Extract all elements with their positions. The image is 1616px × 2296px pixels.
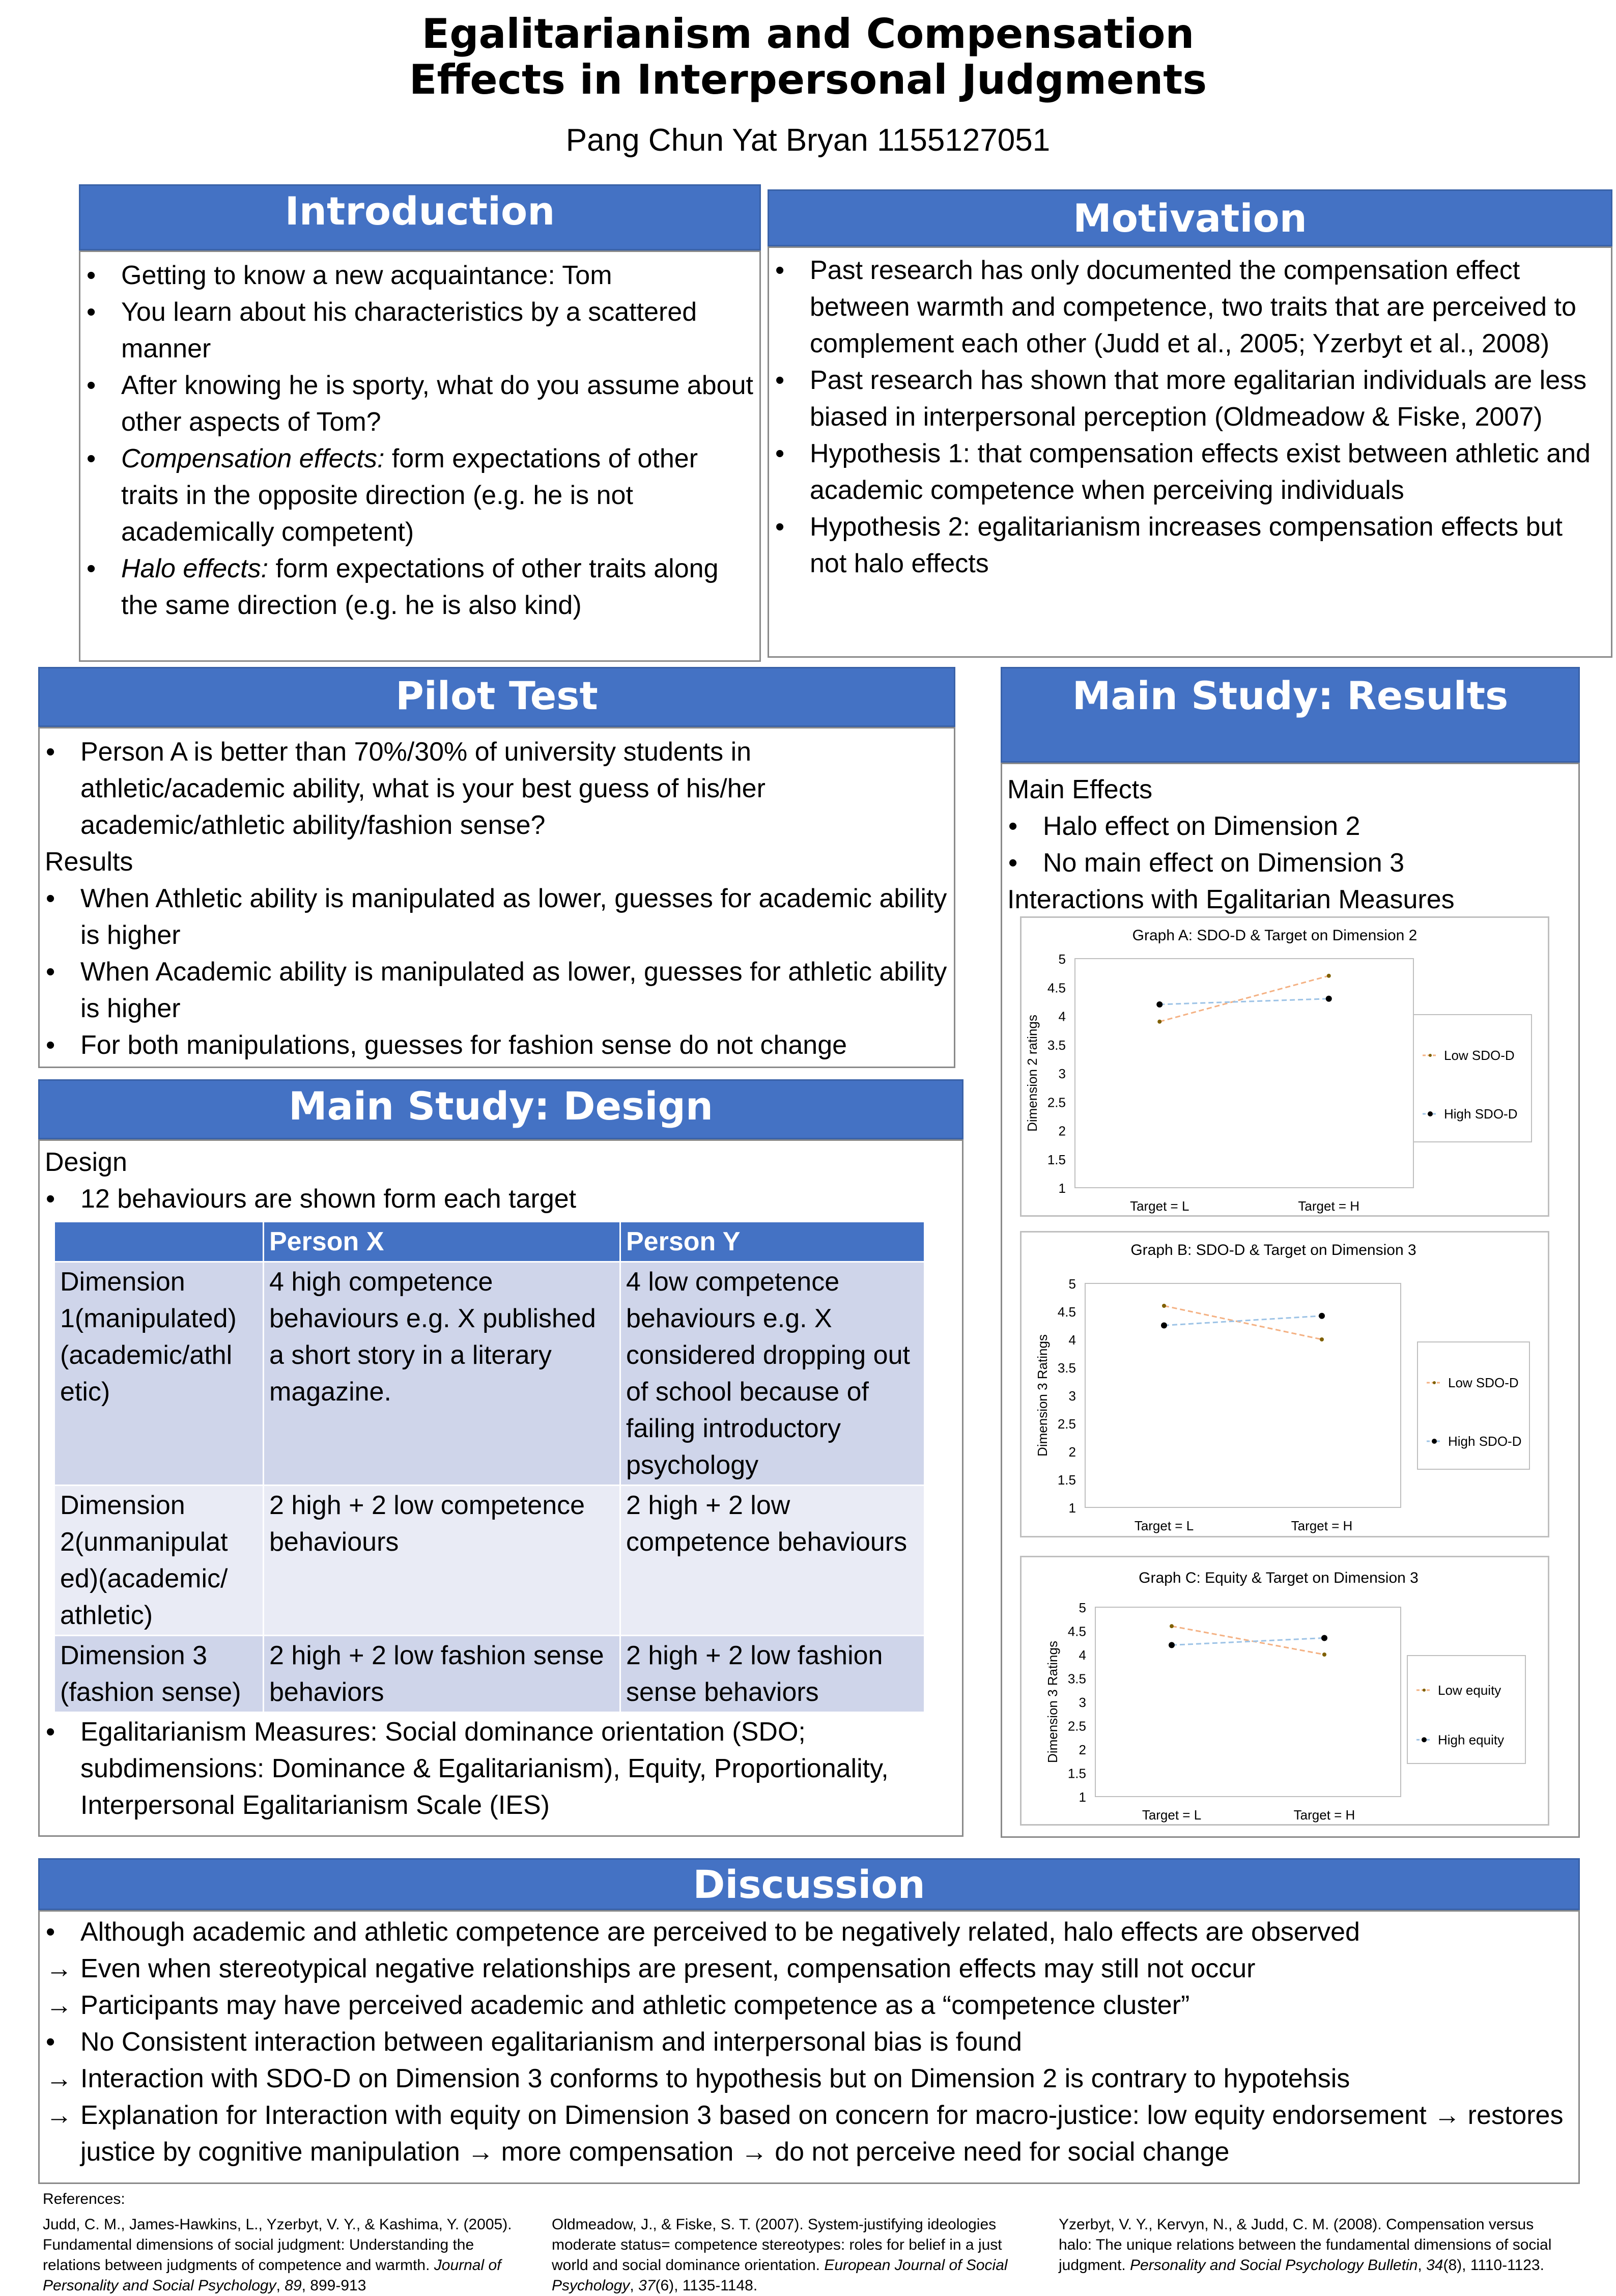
graph-a-svg [1022,918,1548,1215]
data-point [1157,1020,1161,1024]
y-tick-label: 5 [1068,1276,1076,1292]
series-line [1159,976,1329,1022]
table-cell: 2 high + 2 low fashion sense behaviors [620,1636,925,1712]
legend-label: Low SDO-D [1448,1375,1519,1390]
motivation-header [768,189,1612,246]
references-label: References: [43,2191,125,2207]
introduction-heading: Introduction [285,188,555,234]
pilot-list [40,734,948,844]
table-header-cell: Person Y [620,1222,925,1262]
graph-a [1020,916,1549,1217]
y-tick-label: 3.5 [1057,1360,1076,1376]
y-tick-label: 2.5 [1047,1095,1066,1110]
main-effects-label: Main Effects [1007,775,1153,804]
x-tick-label: Target = H [1291,1518,1353,1533]
table-cell: Dimension 1(manipulated) (academic/athl etic) [55,1262,264,1486]
results-header [1001,667,1580,763]
pilot-results-list [40,880,948,1063]
list-item: • Egalitarianism Measures: Social dominance orientation (SDO; subdimensions: Dominance & Egalitarianism), Equity, Proportionality, Interpersonal Egalitarianism Scale (IES) [46,1717,889,1820]
graph-b-svg [1022,1233,1548,1536]
y-tick-label: 4 [1079,1647,1086,1663]
table-cell: Dimension 2(unmanipulat ed)(academic/ athletic) [55,1486,264,1636]
graph-c [1020,1556,1549,1826]
list-item: • You learn about his characteristics by a scattered manner [87,297,697,363]
y-tick-label: 1.5 [1047,1152,1066,1167]
y-tick-label: 2.5 [1067,1718,1086,1734]
data-point [1162,1304,1166,1308]
legend-label: High SDO-D [1444,1106,1518,1122]
motivation-panel [768,246,1612,658]
data-point [1320,1337,1324,1341]
y-tick-label: 2.5 [1057,1416,1076,1432]
design-list-2 [40,1714,956,1824]
discussion-panel [38,1910,1580,2184]
legend-label: High SDO-D [1448,1434,1522,1449]
series-line [1172,1638,1324,1645]
table-cell: 2 high + 2 low competence behaviours [264,1486,620,1636]
list-item: → Even when stereotypical negative relationships are present, compensation effects may still not occur [46,1954,1256,1983]
list-item: • For both manipulations, guesses for fashion sense do not change [46,1030,847,1060]
poster-title [0,11,1616,103]
table-cell: 2 high + 2 low competence behaviours [620,1486,925,1636]
design-panel [38,1139,963,1837]
list-item: • Halo effect on Dimension 2 [1008,811,1360,841]
reference-1: Judd, C. M., James-Hawkins, L., Yzerbyt, V. Y., & Kashima, Y. (2005). Fundamental dimensions of social judgment: Understanding the relations between judgments of competence and warmth. Journal of Personality and Social Psychology, 89, 899-913 [43,2216,512,2294]
list-item: • When Athletic ability is manipulated as lower, guesses for academic ability is higher [46,884,947,950]
motivation-list [769,252,1605,582]
y-tick-label: 1 [1068,1500,1076,1516]
title-line-1: Egalitarianism and Compensation [421,10,1195,58]
halo-term: Halo effects: [121,554,269,583]
table-row [55,1262,925,1486]
list-item: • Hypothesis 1: that compensation effects exist between athletic and academic competence when perceiving individuals [775,439,1591,505]
legend-label: Low SDO-D [1444,1048,1515,1063]
legend-marker [1423,1689,1426,1692]
list-item: • When Academic ability is manipulated as lower, guesses for athletic ability is higher [46,957,947,1023]
chart-title: Graph A: SDO-D & Target on Dimension 2 [1132,927,1417,944]
data-point [1161,1323,1167,1329]
design-label: Design [45,1147,127,1177]
pilot-heading: Pilot Test [395,673,598,718]
discussion-heading: Discussion [693,1862,925,1907]
references [43,2189,1580,2294]
list-item: • Although academic and athletic competence are perceived to be negatively related, halo effects are observed [46,1917,1360,1947]
title-line-2: Effects in Interpersonal Judgments [409,56,1207,103]
list-item: • No main effect on Dimension 3 [1008,848,1405,878]
list-item: • 12 behaviours are shown form each target [46,1184,577,1214]
y-tick-label: 3.5 [1047,1037,1066,1053]
introduction-panel [79,250,761,662]
y-axis-label: Dimension 3 Ratings [1035,1334,1050,1457]
series-line [1172,1626,1324,1655]
x-tick-label: Target = L [1130,1198,1189,1214]
y-tick-label: 2 [1079,1742,1086,1757]
list-item: • Past research has shown that more egalitarian individuals are less biased in interpersonal perception (Oldmeadow & Fiske, 2007) [775,366,1587,432]
pilot-header [38,667,955,727]
list-item: • Person A is better than 70%/30% of university students in athletic/academic ability, what is your best guess of his/her academic/athletic ability/fashion sense? [46,737,766,840]
data-point [1170,1624,1174,1628]
x-tick-label: Target = L [1134,1518,1194,1533]
table-cell: 4 low competence behaviours e.g. X considered dropping out of school because of failing introductory psychology [620,1262,925,1486]
series-line [1164,1316,1322,1326]
list-item: • Getting to know a new acquaintance: Tom [87,261,612,290]
plot-area [1075,959,1413,1188]
list-item: → Explanation for Interaction with equity on Dimension 3 based on concern for macro-justice: low equity endorsement → restores justice by cognitive manipulation → more compensation → do not perceive need for social change [46,2101,1564,2167]
chart-title: Graph B: SDO-D & Target on Dimension 3 [1130,1242,1416,1258]
y-tick-label: 3 [1068,1388,1076,1404]
table-row [55,1636,925,1712]
x-tick-label: Target = H [1293,1807,1355,1823]
legend-label: High equity [1438,1732,1505,1748]
y-tick-label: 4 [1058,1009,1066,1024]
compensation-term: Compensation effects: [121,444,385,473]
reference-2: Oldmeadow, J., & Fiske, S. T. (2007). System-justifying ideologies moderate status= competence stereotypes: roles for belief in a just world and social dominance orientation. European Journal of Social Psychology, 37(6), 1135-1148. [552,2216,1008,2294]
y-tick-label: 1.5 [1057,1472,1076,1488]
graph-c-svg [1022,1557,1548,1824]
list-item: • Hypothesis 2: egalitarianism increases compensation effects but not halo effects [775,512,1563,578]
y-axis-label: Dimension 3 Ratings [1045,1641,1060,1763]
pilot-panel [38,727,955,1068]
legend-label: Low equity [1438,1682,1501,1698]
introduction-header [79,184,761,250]
y-tick-label: 1 [1058,1181,1066,1196]
y-tick-label: 4.5 [1067,1623,1086,1639]
data-point [1322,1653,1326,1657]
series-line [1159,999,1329,1004]
y-tick-label: 4.5 [1047,980,1066,996]
legend-box [1417,1342,1529,1469]
legend-marker [1422,1737,1427,1742]
legend-marker [1428,1111,1433,1116]
legend-marker [1432,1439,1437,1444]
data-point [1156,1001,1163,1007]
results-label: Results [45,847,133,877]
main-effects-list [1002,808,1574,881]
y-tick-label: 1 [1079,1789,1086,1805]
table-cell: Dimension 3 (fashion sense) [55,1636,264,1712]
author-line: Pang Chun Yat Bryan 1155127051 [565,123,1051,158]
list-item: • Compensation effects: form expectations of other traits in the opposite direction (e.g. he is not academically competent) [87,444,698,547]
data-point [1319,1313,1325,1319]
table-header-cell [55,1222,264,1262]
table-header-row [55,1222,925,1262]
results-heading: Main Study: Results [1072,673,1509,718]
y-tick-label: 3 [1079,1695,1086,1710]
y-tick-label: 3 [1058,1066,1066,1081]
data-point [1321,1635,1327,1641]
design-heading: Main Study: Design [289,1083,713,1129]
graph-b [1020,1231,1549,1537]
list-item: • Halo effects: form expectations of other traits along the same direction (e.g. he is also kind) [87,554,719,620]
table-row [55,1486,925,1636]
design-header [38,1079,963,1139]
y-tick-label: 3.5 [1067,1671,1086,1687]
interactions-label: Interactions with Egalitarian Measures [1007,885,1455,914]
y-tick-label: 1.5 [1067,1766,1086,1781]
x-tick-label: Target = L [1142,1807,1202,1823]
plot-area [1085,1283,1401,1507]
table-header-cell: Person X [264,1222,620,1262]
list-item: → Interaction with SDO-D on Dimension 3 conforms to hypothesis but on Dimension 2 is contrary to hypotehsis [46,2064,1350,2093]
list-item: • Past research has only documented the compensation effect between warmth and competence, two traits that are perceived to complement each other (Judd et al., 2005; Yzerbyt et al., 2008) [775,256,1576,358]
y-tick-label: 4 [1068,1332,1076,1348]
discussion-list [40,1914,1572,2170]
legend-marker [1433,1381,1436,1384]
list-item: → Participants may have perceived academic and athletic competence as a “competence cluster” [46,1991,1190,2020]
table-cell: 4 high competence behaviours e.g. X published a short story in a literary magazine. [264,1262,620,1486]
legend-marker [1429,1054,1432,1057]
data-point [1326,996,1332,1002]
list-item: • No Consistent interaction between egalitarianism and interpersonal bias is found [46,2027,1022,2057]
discussion-header [38,1858,1580,1910]
table-cell: 2 high + 2 low fashion sense behaviors [264,1636,620,1712]
reference-3: Yzerbyt, V. Y., Kervyn, N., & Judd, C. M. (2008). Compensation versus halo: The unique relations between the fundamental dimensions of social judgment. Personality and Social Psychology Bulletin, 34(8), 1110-1123. [1059,2216,1552,2274]
y-tick-label: 2 [1058,1123,1066,1139]
y-tick-label: 2 [1068,1444,1076,1460]
legend-box [1413,1015,1532,1142]
y-tick-label: 4.5 [1057,1304,1076,1320]
list-item: • After knowing he is sporty, what do you assume about other aspects of Tom? [87,371,753,437]
data-point [1169,1642,1175,1648]
y-tick-label: 5 [1079,1600,1086,1615]
y-axis-label: Dimension 2 ratings [1025,1015,1040,1132]
data-point [1327,974,1331,978]
design-list [40,1181,956,1217]
design-table [55,1222,925,1712]
plot-area [1095,1607,1401,1797]
motivation-heading: Motivation [1073,195,1307,241]
y-tick-label: 5 [1058,951,1066,967]
x-tick-label: Target = H [1298,1198,1360,1214]
introduction-list [80,257,754,624]
series-line [1164,1306,1322,1339]
chart-title: Graph C: Equity & Target on Dimension 3 [1139,1570,1419,1586]
